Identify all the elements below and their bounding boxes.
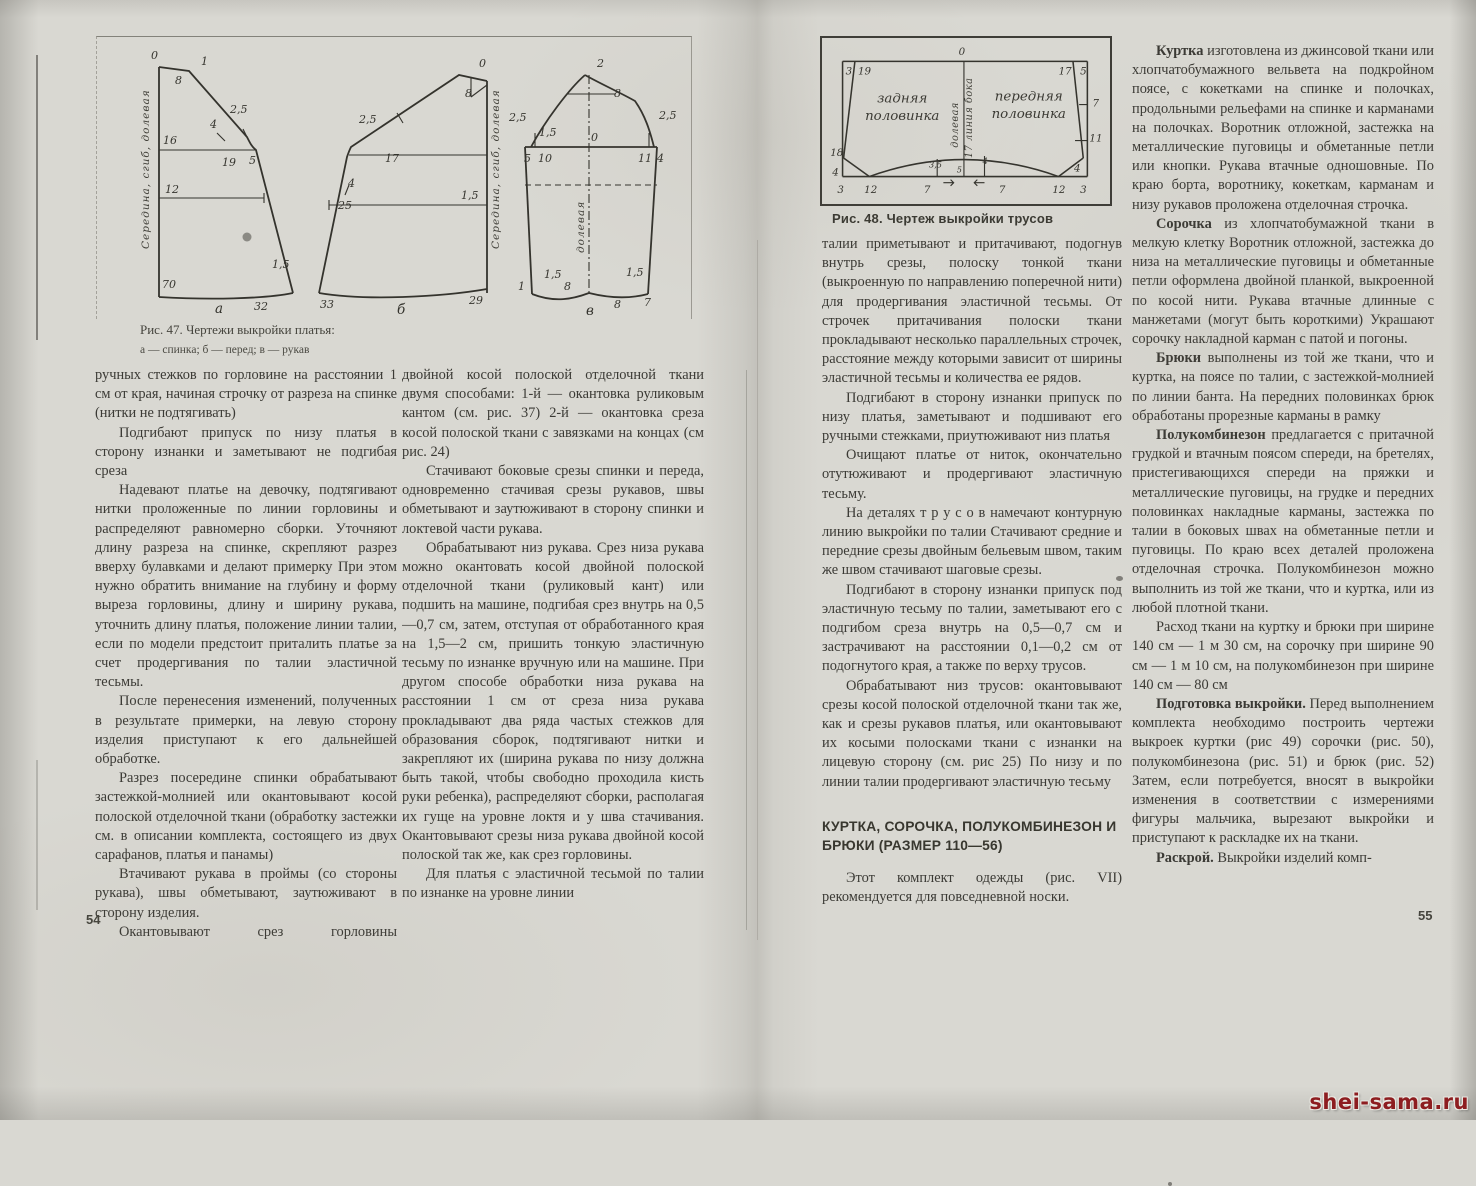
figure-label: долевая: [575, 200, 587, 253]
figure-label: 3: [845, 65, 853, 78]
figure-label: 4: [832, 166, 839, 179]
gutter-fold-line: [757, 240, 758, 940]
figure-label: 3: [837, 184, 844, 196]
figure-label: 12: [1052, 184, 1066, 196]
figure-label: 2,5: [659, 109, 677, 122]
figure-48-caption: Рис. 48. Чертеж выкройки трусов: [832, 211, 1054, 226]
left-page-column-2: [402, 366, 704, 941]
paragraph: Раскрой. Выкройки изделий комп-: [1156, 849, 1372, 866]
figure-47-pattern-drawing: [96, 36, 692, 319]
figure-label: 1,5: [272, 258, 290, 271]
left-page-column-1: [95, 366, 397, 941]
right-page-column-1: [822, 235, 1122, 937]
figure-label: 16: [163, 134, 177, 147]
figure-label: 3: [1080, 184, 1087, 196]
figure-label: 17: [1058, 65, 1072, 78]
figure-48-svg: [822, 38, 1110, 204]
figure-label: 4: [657, 152, 664, 165]
figure-label: задняя: [877, 91, 928, 107]
figure-label: 8: [465, 87, 472, 100]
figure-label: 7: [923, 184, 931, 196]
figure-label: 17: [385, 152, 399, 165]
paragraph: Сорочка из хлопчатобумажной ткани в мелкую клетку Воротник отложной, застежка до низа на металлические пуговицы и обметанные петли оформлена двойной планкой, выкроенной по косой нити. Рукава втачные длинные с манжетами (могут быть короткими) Украшают сорочку накладной карман с патой и погоны.: [1132, 215, 1434, 348]
figure-label: 3,5: [928, 159, 943, 170]
figure-label: Середина, сгиб, долевая: [140, 89, 152, 249]
paragraph: Втачивают рукава в проймы (со стороны рукава), швы обметывают, заутюживают в сторону изделия.: [95, 866, 397, 921]
figure-label: 5: [956, 164, 962, 175]
figure-47-caption: [140, 322, 335, 358]
page-number-left: 54: [86, 912, 101, 927]
gutter-fold-line: [746, 370, 747, 930]
figure-label: б: [397, 302, 406, 318]
figure-47-svg: [97, 37, 691, 319]
paragraph: Разрез посередине спинки обрабатывают застежкой-молнией или окантовывают косой полоской отделочной ткани (обработку застежки см. в описании комплекта, состоящего из двух сарафанов, платья и панамы): [95, 770, 397, 864]
figure-label: 0: [151, 49, 158, 62]
figure-label: 0: [958, 46, 966, 59]
pattern-front: [319, 75, 487, 297]
figure-label: 33: [320, 298, 334, 311]
figure-48-pattern-drawing: [820, 36, 1112, 206]
figure-label: 4: [1074, 162, 1081, 175]
column-paragraphs: [822, 235, 1122, 792]
scan-edge-mark: [36, 760, 38, 910]
figure-label: 10: [538, 152, 552, 165]
figure-label: 8: [175, 74, 182, 87]
paragraph: Стачивают боковые срезы спинки и переда, одновременно стачивая срезы рукавов, швы обметывают и заутюживают в сторону спинки и локтевой части рукава.: [402, 463, 704, 537]
figure-label: 1: [201, 55, 208, 68]
figure-label: 11: [638, 152, 652, 165]
figure-label: 2,5: [359, 113, 377, 126]
figure-label: 1,5: [461, 189, 479, 202]
figure-label: 4: [348, 177, 355, 190]
scan-edge-mark: [36, 55, 38, 340]
figure-label: 0: [479, 57, 486, 70]
figure-label: 29: [469, 294, 483, 307]
figure-label: половинка: [865, 108, 940, 124]
paragraph: После перенесения изменений, полученных в результате примерки, на левую сторону изделия приступают к его дальнейшей обработке.: [95, 693, 397, 768]
figure-label: 25: [338, 199, 352, 212]
paragraph: На деталях т р у с о в намечают контурную линию выкройки по талии Стачивают средние и передние срезы двойным бельевым швом, таким же швом стачивают шаговые срезы.: [822, 504, 1122, 579]
figure-label: 8: [614, 87, 621, 100]
figure-label: 19: [222, 156, 236, 169]
figure-label: 19: [858, 65, 872, 78]
paragraph: Подгибают в сторону изнанки припуск под эластичную тесьму по талии, заметывают его с подгибом среза внутрь на 0,5—0,7 см и застрачивают на расстоянии 0,1—0,2 см от подогнутого края, а также по верху трусов.: [822, 581, 1122, 675]
figure-label: 1,5: [539, 126, 557, 139]
paragraph: талии приметывают и притачивают, подогнув внутрь срезы, полоску тонкой ткани (выкроенную по направлению поперечной нити) для продергивания эластичной тесьмы. От строчек притачивания полоски ткани прокладывают несколько параллельных строчек, расстояние между которыми зависит от ширины эластичной тесьмы и количества ее рядов.: [822, 236, 1122, 387]
figure-label: 7: [1092, 97, 1100, 110]
figure-label: 4: [210, 118, 217, 131]
paragraph: Обрабатывают низ трусов: окантовывают срезы косой полоской отделочной ткани так же, как и срезы рукавов платья, или окантовывают их косыми полосками ткани с изнанки на лицевую сторону (см. рис 25) По низу и по линии талии продергивают эластичную тесьму: [822, 677, 1122, 790]
paragraph: Подготовка выкройки. Перед выполнением комплекта необходимо построить чертежи выкроек куртки (рис 49) сорочки (рис. 50), полукомбинезона (рис. 51) и брюк (рис. 52) Затем, если потребуется, вносят в выкройки изменения в соответствии с измерениями фигуры мальчика, вырезают выкройки и приступают к раскладке их на ткани.: [1132, 695, 1434, 847]
ink-speck: [1116, 576, 1123, 581]
paragraph: двойной косой полоской отделочной ткани двумя способами: 1-й — окантовка руликовым кантом (см. рис. 37) 2-й — окантовка среза косой полоской ткани с завязками на концах (см рис. 24): [402, 367, 704, 460]
paragraph: Полукомбинезон предлагается с притачной грудкой и втачным поясом спереди, на бретелях, пристегивающихся спереди на пряжки и металлические пуговицы, на грудке и передних половинках накладные карманы, застежка по талии в боковых швах на обметанные петли и пуговицы. По краю всех деталей проложена отделочная строчка. Полукомбинезон можно выполнить из той же ткани, что и куртка, или из любой плотной ткани.: [1132, 427, 1434, 616]
figure-label: 4: [982, 156, 988, 167]
figure-label: половинка: [991, 106, 1066, 122]
figure-label: 1: [518, 280, 525, 293]
ink-speck: [1168, 1182, 1172, 1186]
figure-label: 5: [1080, 65, 1087, 78]
paragraph: Куртка изготовлена из джинсовой ткани или хлопчатобумажного вельвета на подкройном поясе, с кокетками на спинке и полочках, продольными рельефами на спинке и карманами на полочках. Воротник отложной, застежка на металлические пуговицы и обметанные петли или кнопки. Рукава втачные одношовные. По краю борта, воротнику, кокеткам, карманам и низу рукавов проложена отделочная строчка.: [1132, 43, 1434, 213]
figure-label: 12: [864, 184, 878, 196]
site-watermark: shei-sama.ru: [1309, 1090, 1469, 1114]
figure-label: 2,5: [230, 103, 248, 116]
figure-label: 5: [524, 152, 531, 165]
figure-label: Середина, сгиб, долевая: [490, 89, 502, 249]
column-paragraphs: [822, 869, 1122, 907]
figure-47-caption-title: Рис. 47. Чертежи выкройки платья:: [140, 322, 335, 337]
figure-label: 0: [591, 131, 598, 144]
figure-label: передняя: [994, 89, 1063, 105]
figure-label: в: [586, 303, 594, 319]
figure-label: 17 линия бока: [964, 77, 976, 159]
figure-label: 7: [998, 184, 1006, 196]
figure-label: 2: [597, 57, 604, 70]
figure-label: 70: [162, 278, 176, 291]
paragraph: Обрабатывают низ рукава. Срез низа рукава можно окантовать косой двойной полоской отделочной ткани (руликовый кант) или подшить на машине, подгибая срез внутрь на 0,5—0,7 см, затем, отступая от обработанного края на 1,5—2 см, пришить тонкую эластичную тесьму по изнанке вручную или на машине. При другом способе обработки низа рукава на расстоянии 1 см от среза низа рукава прокладывают два ряда частых стежков для образования сборок, подтягивают нитки и закрепляют их (ширина рукава по низу должна быть такой, чтобы свободно проходила кисть руки ребенка), распределяют сборки, располагая их гуще на уровне локтя и у шва стачивания. Окантовывают срезы низа рукава двойной косой полоской так же, как срез горловины.: [402, 539, 704, 864]
paragraph: Расход ткани на куртку и брюки при ширине 140 см — 1 м 30 см, на сорочку при ширине 90 см — 1 м 10 см, на полукомбинезон при ширине 140 см — 80 см: [1132, 619, 1434, 693]
paragraph: Для платья с эластичной тесьмой по талии по изнанке на уровне линии: [402, 866, 704, 902]
figure-47-caption-legend: а — спинка; б — перед; в — рукав: [140, 344, 310, 356]
figure-label: 8: [614, 298, 621, 311]
right-page-column-2: [1132, 42, 1434, 940]
figure-label: 32: [254, 300, 268, 313]
section-heading: КУРТКА, СОРОЧКА, ПОЛУКОМБИНЕЗОН И БРЮКИ (РАЗМЕР 110—56): [822, 818, 1117, 853]
figure-label: 8: [564, 280, 571, 293]
figure-label: 12: [165, 183, 179, 196]
paragraph: ручных стежков по горловине на расстоянии 1 см от края, начиная строчку от разреза на спинке (нитки не подтягивать): [95, 367, 397, 422]
figure-label: 18: [830, 146, 844, 159]
figure-label: 1,5: [544, 268, 562, 281]
figure-label: 2,5: [509, 111, 527, 124]
figure-label: 7: [644, 296, 651, 309]
paragraph: Очищают платье от ниток, окончательно отутюживают и продергивают эластичную тесьму.: [822, 447, 1122, 502]
figure-label: 1,5: [626, 266, 644, 279]
paragraph: Окантовывают срез горловины: [119, 923, 397, 940]
paragraph: Подгибают припуск по низу платья в сторону изнанки и заметывают не подгибая среза: [95, 424, 397, 480]
paragraph: Подгибают в сторону изнанки припуск по низу платья, заметывают и подшивают его ручными стежками, приутюживают низ платья: [822, 389, 1122, 445]
page-number-right: 55: [1418, 908, 1433, 923]
figure-label: 5: [249, 154, 256, 167]
figure-label: а: [215, 301, 224, 317]
paragraph: Надевают платье на девочку, подтягивают нитки проложенные по линии горловины и распределяют равномерно сборки. Уточняют длину разреза на спинке, скрепляют разрез вверху булавками и делают примерку При этом нужно обратить внимание на глубину и форму выреза горловины, длину и ширину рукава, уточнить длину платья, положение линии талии, если по модели предстоит приталить платье за счет продергивания по талии эластичной тесьмы.: [95, 482, 397, 691]
paragraph: Этот комплект одежды (рис. VII) рекомендуется для повседневной носки.: [822, 869, 1122, 906]
paragraph: Брюки выполнены из той же ткани, что и куртка, на поясе по талии, с застежкой-молнией по линии банта. На передних половинках брюк обработаны прорезные карманы в рамку: [1132, 350, 1434, 424]
figure-label: долевая: [949, 102, 961, 148]
figure-label: 11: [1089, 132, 1103, 145]
